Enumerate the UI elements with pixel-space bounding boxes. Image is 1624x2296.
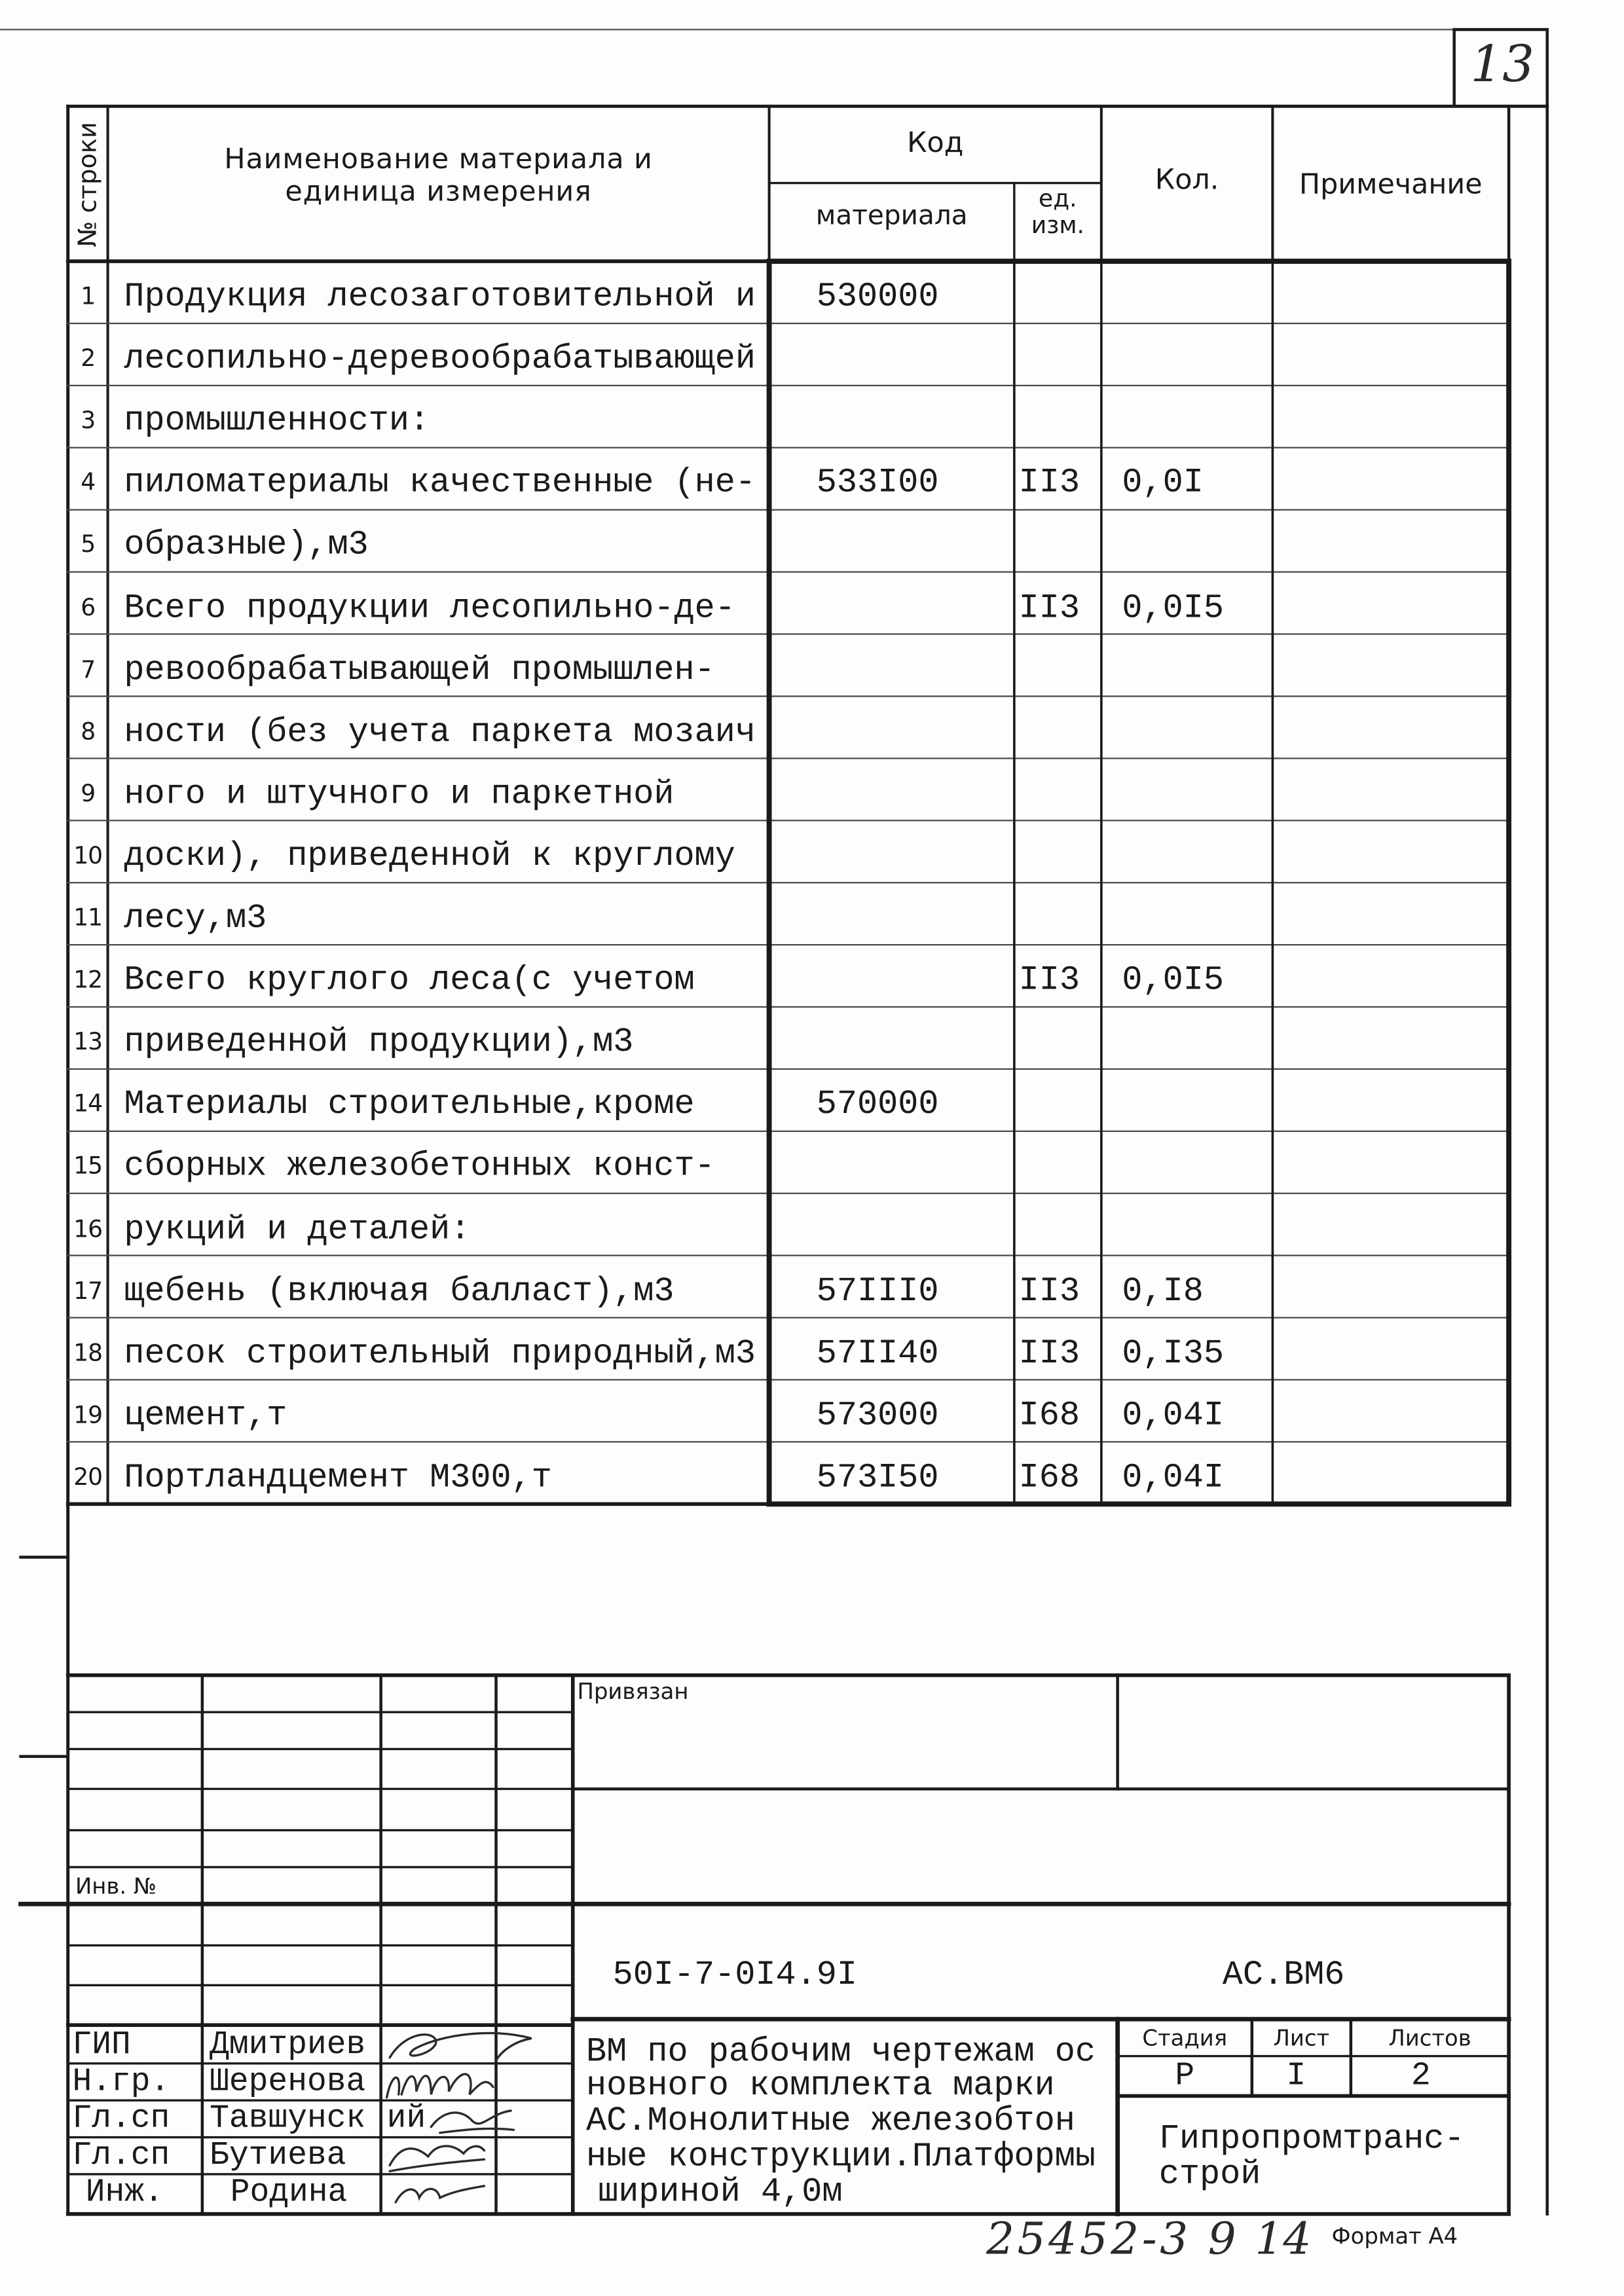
quantity: 0,04I: [1122, 1396, 1225, 1434]
description-line: новного комплекта марки: [586, 2066, 1055, 2105]
material-code: 573I50: [816, 1458, 939, 1497]
row-number: 5: [81, 530, 96, 559]
row-number: 1: [81, 282, 96, 310]
header-quantity: Кол.: [1154, 164, 1219, 196]
unit-code: I68: [1018, 1458, 1080, 1497]
quantity: 0,0I: [1122, 464, 1204, 503]
material-name: Всего круглого леса(с учетом: [124, 960, 695, 1000]
row-number: 16: [73, 1214, 102, 1243]
stage-label: Стадия: [1142, 2025, 1228, 2052]
document-code: 50I-7-0I4.9I: [612, 1956, 858, 1994]
material-name: ного и штучного и паркетной: [124, 774, 674, 813]
signatory-name: Дмитриев: [210, 2026, 366, 2064]
description-line: шириной 4,0м: [598, 2172, 843, 2212]
material-name: ности (без учета паркета мозаич: [124, 712, 756, 751]
material-name: Всего продукции лесопильно-де-: [124, 588, 735, 627]
header-code-unit-abbr: изм.: [1031, 211, 1085, 240]
row-number: 6: [81, 592, 96, 621]
document-mark: АС.ВМ6: [1222, 1956, 1345, 1994]
row-number: 8: [81, 716, 96, 745]
material-code: 57III0: [816, 1271, 939, 1311]
row-number: 7: [81, 655, 96, 683]
row-number: 4: [81, 468, 96, 497]
quantity: 0,I8: [1122, 1271, 1204, 1311]
row-number: 19: [73, 1400, 102, 1429]
header-material-name: Наименование материала и: [224, 143, 653, 176]
stage-value: Р: [1175, 2057, 1195, 2095]
signatory-row: [0, 2064, 573, 2100]
material-code: 530000: [816, 277, 939, 316]
signatory-role: ГИП: [72, 2026, 131, 2064]
unit-code: II3: [1018, 960, 1080, 1000]
header-code-unit: ед.: [1039, 184, 1077, 213]
signatory-name: Бутиева: [210, 2137, 346, 2174]
page-number: 13: [1470, 35, 1535, 95]
quantity: 0,04I: [1122, 1458, 1225, 1497]
row-number: 10: [73, 841, 102, 869]
row-number: 17: [73, 1276, 102, 1305]
sheets-total-label: Листов: [1388, 2025, 1471, 2052]
material-name: Продукция лесозаготовительной и: [124, 277, 756, 316]
header-row-number: № строки: [73, 122, 103, 247]
row-number: 11: [73, 903, 102, 932]
quantity: 0,0I5: [1122, 960, 1225, 1000]
row-number: 14: [73, 1089, 102, 1118]
header-note: Примечание: [1299, 168, 1483, 201]
row-number: 2: [81, 344, 96, 373]
paper-format-label: Формат А4: [1331, 2223, 1458, 2250]
material-name: рукций и деталей:: [124, 1209, 471, 1248]
sheet-label: Лист: [1273, 2025, 1330, 2052]
row-number: 9: [81, 778, 96, 807]
row-number: 3: [81, 406, 96, 435]
description-line: ные конструкции.Платформы: [586, 2137, 1096, 2176]
inventory-number-label: Инв. №: [75, 1872, 157, 1900]
signatory-name: Тавшунск: [210, 2100, 366, 2138]
material-name: лесопильно-деревообрабатывающей: [124, 339, 756, 378]
signatory-row: [0, 2026, 573, 2063]
material-name: образные),м3: [124, 526, 369, 565]
archive-sheet-number: 14: [1255, 2214, 1312, 2266]
material-name: щебень (включая балласт),м3: [124, 1271, 674, 1311]
signatory-role: Инж.: [85, 2174, 164, 2212]
signatory-name: Шеренова: [210, 2063, 366, 2101]
material-name: промышленности:: [124, 401, 430, 441]
signatory-row: [0, 2174, 573, 2211]
description-line: ВМ по рабочим чертежам ос: [586, 2032, 1096, 2071]
material-name: доски), приведенной к круглому: [124, 837, 735, 875]
material-code: 533I00: [816, 464, 939, 503]
signatory-name: Родина: [230, 2174, 348, 2212]
row-number: 13: [73, 1027, 102, 1056]
material-name: песок строительный природный,м3: [124, 1334, 756, 1372]
row-number: 12: [73, 965, 102, 994]
material-name: сборных железобетонных конст-: [124, 1147, 715, 1186]
header-code: Код: [907, 126, 964, 160]
quantity: 0,I35: [1122, 1334, 1225, 1372]
material-name: пиломатериалы качественные (не-: [124, 464, 756, 503]
material-name: лесу,м3: [124, 898, 267, 938]
unit-code: II3: [1018, 1334, 1080, 1372]
organization-name-cont: строй: [1158, 2155, 1261, 2194]
material-code: 573000: [816, 1396, 939, 1434]
signatory-row: [0, 2100, 573, 2137]
material-name: Материалы строительные,кроме: [124, 1085, 695, 1124]
row-number: 15: [73, 1152, 102, 1180]
unit-code: II3: [1018, 1271, 1080, 1311]
signatory-row: [0, 2138, 573, 2174]
material-code: 570000: [816, 1085, 939, 1124]
attached-label: Привязан: [577, 1678, 689, 1705]
row-number: 18: [73, 1338, 102, 1366]
signatory-role: Гл.сп: [72, 2100, 170, 2138]
unit-code: II3: [1018, 464, 1080, 503]
row-number: 20: [73, 1462, 102, 1491]
sheet-value: I: [1286, 2057, 1306, 2095]
material-name: приведенной продукции),м3: [124, 1023, 634, 1062]
material-name: ревообрабатывающей промышлен-: [124, 650, 715, 689]
material-code: 57II40: [816, 1334, 939, 1372]
signatory-role: Гл.сп: [72, 2137, 170, 2174]
sheets-total-value: 2: [1411, 2057, 1431, 2095]
description-line: АС.Монолитные железобтон: [586, 2102, 1075, 2141]
archive-number: 25452-3 9: [986, 2214, 1240, 2266]
signatory-role: Н.гр.: [72, 2063, 170, 2101]
header-material-name-unit: единица измерения: [285, 175, 592, 208]
material-name: цемент,т: [124, 1396, 287, 1434]
unit-code: II3: [1018, 588, 1080, 627]
unit-code: I68: [1018, 1396, 1080, 1434]
organization-name: Гипропромтранс-: [1158, 2119, 1465, 2159]
header-code-material: материала: [815, 200, 968, 232]
material-name: Портландцемент М300,т: [124, 1458, 552, 1497]
signatory-name-overflow: ий: [386, 2100, 426, 2138]
quantity: 0,0I5: [1122, 588, 1225, 627]
